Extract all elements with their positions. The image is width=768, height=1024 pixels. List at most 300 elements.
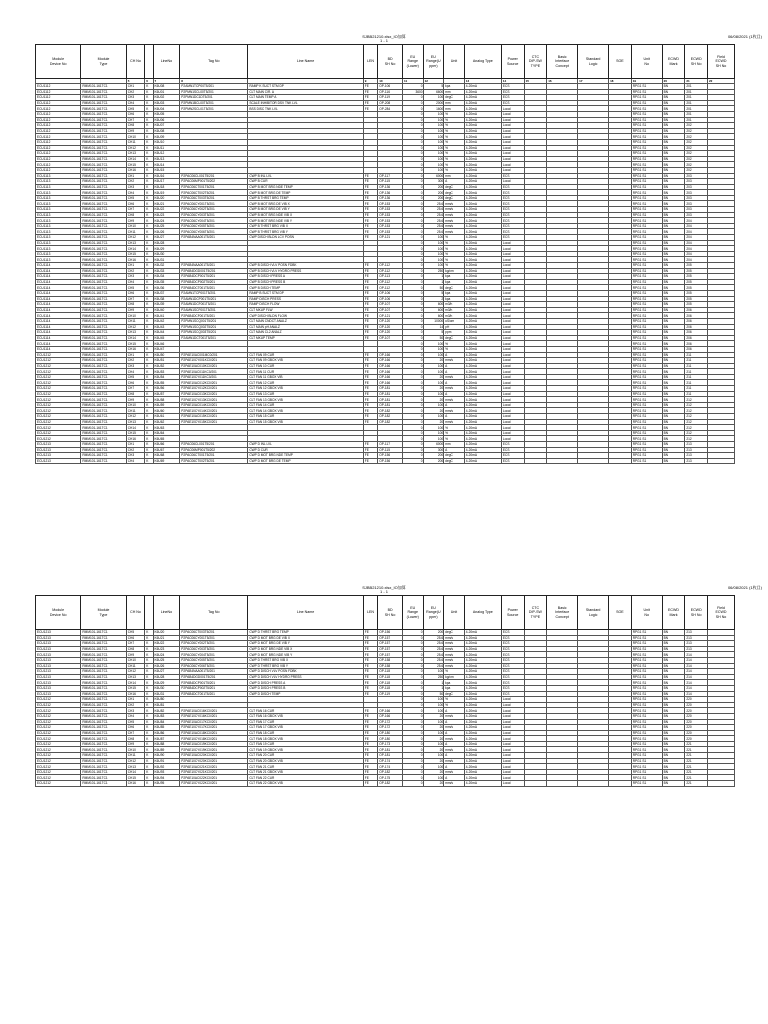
table-cell: RPG1 S1: [631, 669, 662, 675]
table-cell: CH11: [126, 139, 145, 145]
column-index: 22: [708, 79, 735, 84]
table-cell: %: [444, 702, 465, 708]
table-cell: BN: [662, 246, 685, 252]
table-cell: ECU1212: [36, 702, 81, 708]
table-cell: P2PAB4DGD001T5/201: [180, 268, 248, 274]
table-cell: K6U62: [153, 419, 180, 425]
table-cell: 100: [423, 240, 444, 246]
table-cell: RMM101-161TC1: [81, 436, 126, 442]
table-cell: RMM101-161TC1: [81, 641, 126, 647]
table-cell: OP-118: [378, 674, 403, 680]
table-cell: RPG1 S1: [631, 190, 662, 196]
table-cell: 202: [685, 123, 708, 129]
column-index: 7: [153, 79, 180, 84]
table-cell: BN: [662, 117, 685, 123]
table-cell: 0: [402, 123, 423, 129]
table-cell: K6U35: [153, 279, 180, 285]
table-cell: RPG1 S1: [631, 386, 662, 392]
table-cell: 200: [423, 190, 444, 196]
table-cell: K: [145, 335, 153, 341]
table-cell: BN: [662, 139, 685, 145]
table-cell: ECU1114: [36, 285, 81, 291]
table-cell: 4-20mA: [464, 369, 501, 375]
column-index: 9: [363, 79, 377, 84]
table-cell: BN: [662, 436, 685, 442]
table-cell: 206: [685, 318, 708, 324]
table-cell: CH5: [126, 630, 145, 636]
table-cell: A: [444, 775, 465, 781]
table-cell: BN: [662, 408, 685, 414]
table-cell: FE: [363, 313, 377, 319]
table-cell: 203: [685, 201, 708, 207]
table-cell: CH2: [126, 447, 145, 453]
table-cell: ECU1212: [36, 386, 81, 392]
table-cell: mm/s: [444, 713, 465, 719]
column-index: 16: [547, 79, 578, 84]
table-cell: CH8: [126, 212, 145, 218]
table-cell: 20: [423, 374, 444, 380]
table-cell: A: [444, 352, 465, 358]
table-cell: 212: [685, 408, 708, 414]
table-cell: ECS: [501, 663, 524, 669]
table-cell: RPG1 S1: [631, 279, 662, 285]
table-cell: ECS: [501, 235, 524, 241]
table-cell: kpa: [444, 84, 465, 90]
table-cell: K: [145, 719, 153, 725]
table-cell: 0: [402, 134, 423, 140]
column-header: Basic Interface Concept: [547, 596, 578, 630]
column-index: 15: [524, 79, 547, 84]
table-cell: RPG1 S1: [631, 318, 662, 324]
table-cell: OP-118: [378, 685, 403, 691]
table-cell: BN: [662, 346, 685, 352]
table-cell: 4-20mA: [464, 430, 501, 436]
table-cell: 214: [685, 685, 708, 691]
table-cell: ECU1114: [36, 330, 81, 336]
table-cell: OP-174: [378, 764, 403, 770]
table-cell: CH13: [126, 764, 145, 770]
table-cell: CLT FAN 13 GBOX VIB: [248, 397, 363, 403]
table-cell: 0: [402, 781, 423, 787]
table-cell: FE: [363, 95, 377, 101]
table-cell: K6U05: [153, 111, 180, 117]
table-cell: pH: [444, 324, 465, 330]
table-cell: CH2: [126, 268, 145, 274]
table-cell: K: [145, 296, 153, 302]
table-cell: 211: [685, 352, 708, 358]
table-cell: 20: [423, 725, 444, 731]
table-cell: ECS: [501, 635, 524, 641]
table-cell: FE: [363, 386, 377, 392]
table-cell: K: [145, 635, 153, 641]
table-cell: OP-117: [378, 173, 403, 179]
table-cell: 0: [402, 442, 423, 448]
table-cell: FE: [363, 290, 377, 296]
table-cell: 100: [423, 669, 444, 675]
table-cell: K6U53: [153, 369, 180, 375]
table-cell: ECS: [501, 229, 524, 235]
table-cell: BN: [662, 713, 685, 719]
table-cell: RAMP K SUCT STM DP: [248, 84, 363, 90]
table-cell: 5: [423, 330, 444, 336]
table-cell: CH7: [126, 641, 145, 647]
table-cell: RPG1 S1: [631, 324, 662, 330]
table-cell: P2PAC06CY006T5/201: [180, 229, 248, 235]
table-cell: Local: [501, 263, 524, 269]
table-cell: 100: [423, 741, 444, 747]
table-cell: CWP B THRST BRG TEMP: [248, 195, 363, 201]
table-cell: P2PAE10CY013KC0/201: [180, 397, 248, 403]
table-cell: CH5: [126, 285, 145, 291]
table-cell: ECU1114: [36, 318, 81, 324]
column-header: Analog Type: [464, 596, 501, 630]
table-cell: BN: [662, 641, 685, 647]
table-cell: ECU1113: [36, 173, 81, 179]
table-cell: K: [145, 352, 153, 358]
table-cell: 212: [685, 436, 708, 442]
table-cell: 4-20mA: [464, 240, 501, 246]
table-cell: RMM101-161TC1: [81, 279, 126, 285]
table-cell: OP-136: [378, 195, 403, 201]
table-cell: CH13: [126, 330, 145, 336]
table-cell: K: [145, 179, 153, 185]
table-cell: RPG1 S1: [631, 285, 662, 291]
table-cell: 200: [423, 453, 444, 459]
table-cell: BN: [662, 719, 685, 725]
table-cell: BN: [662, 447, 685, 453]
table-cell: OP-121: [378, 313, 403, 319]
table-cell: 4-20mA: [464, 251, 501, 257]
table-cell: CLT FAN 16 GBOX VIB: [248, 713, 363, 719]
table-cell: ECU1212: [36, 425, 81, 431]
table-cell: OP-113: [378, 274, 403, 280]
table-cell: OP-119: [378, 95, 403, 101]
table-cell: ECU1112: [36, 89, 81, 95]
table-cell: CWP D MOT BRG NDE TEMP: [248, 453, 363, 459]
table-cell: K: [145, 95, 153, 101]
table-cell: 0: [402, 111, 423, 117]
table-cell: RPG1 S1: [631, 641, 662, 647]
table-cell: RMM101-161TC1: [81, 652, 126, 658]
table-cell: 0: [402, 391, 423, 397]
table-cell: 205: [685, 274, 708, 280]
table-cell: Local: [501, 363, 524, 369]
table-cell: CWP D DISCH TEMP: [248, 691, 363, 697]
table-cell: Local: [501, 781, 524, 787]
table-cell: 0: [402, 397, 423, 403]
table-cell: K6U82: [153, 708, 180, 714]
table-cell: CWP D THRST BRG VIB X: [248, 657, 363, 663]
table-cell: 5: [423, 290, 444, 296]
table-cell: K6U24: [153, 652, 180, 658]
table-cell: CH8: [126, 391, 145, 397]
table-cell: P2PAE10AC019KC0/201: [180, 741, 248, 747]
table-cell: 0: [402, 436, 423, 442]
table-cell: 4-20mA: [464, 425, 501, 431]
table-cell: ECS: [501, 641, 524, 647]
table-cell: 4-20mA: [464, 330, 501, 336]
table-cell: RMM101-161TC1: [81, 758, 126, 764]
table-cell: OP-166: [378, 352, 403, 358]
table-cell: RMM101-161TC1: [81, 708, 126, 714]
table-cell: 0: [402, 156, 423, 162]
column-header: BD SH No: [378, 596, 403, 630]
table-cell: 221: [685, 775, 708, 781]
table-cell: K: [145, 453, 153, 459]
table-cell: RPG1 S1: [631, 145, 662, 151]
table-cell: CH4: [126, 100, 145, 106]
table-cell: CLT FAN 20 CUR: [248, 753, 363, 759]
table-cell: OP-107: [378, 307, 403, 313]
table-cell: Local: [501, 397, 524, 403]
table-cell: ECU1213: [36, 641, 81, 647]
table-cell: FE: [363, 318, 377, 324]
table-cell: OP-181: [378, 397, 403, 403]
table-cell: 100: [423, 95, 444, 101]
table-cell: FE: [363, 397, 377, 403]
table-cell: ECS: [501, 669, 524, 675]
table-cell: CWP B MOT BRG DE VIB X: [248, 201, 363, 207]
table-cell: 4-20mA: [464, 708, 501, 714]
table-cell: kg/cm: [444, 268, 465, 274]
table-cell: OP-284: [378, 106, 403, 112]
table-cell: P2PAE10AC020KC0/201: [180, 753, 248, 759]
table-cell: ECU1113: [36, 184, 81, 190]
table-cell: RMM101-161TC1: [81, 240, 126, 246]
column-header: Power Source: [501, 45, 524, 79]
table-cell: ECU1212: [36, 374, 81, 380]
table-cell: 0: [402, 296, 423, 302]
table-cell: CLT FAN 12 GBOX VIB: [248, 386, 363, 392]
table-cell: 202: [685, 134, 708, 140]
table-cell: ECU1113: [36, 235, 81, 241]
table-cell: degC: [444, 691, 465, 697]
table-cell: 4-20mA: [464, 730, 501, 736]
table-cell: K6U69: [153, 458, 180, 464]
column-header: Module Device No: [36, 596, 81, 630]
table-cell: 25.6: [423, 218, 444, 224]
table-cell: A: [444, 391, 465, 397]
table-cell: RPG1 S1: [631, 223, 662, 229]
table-cell: RPG1 S1: [631, 764, 662, 770]
table-cell: CWP D DISCH PRESS B: [248, 685, 363, 691]
table-cell: 100: [423, 414, 444, 420]
table-cell: CH7: [126, 117, 145, 123]
table-cell: CH6: [126, 725, 145, 731]
table-cell: CLT FAN 14 GBOX VIB: [248, 408, 363, 414]
table-cell: K6U65: [153, 436, 180, 442]
table-cell: FE: [363, 279, 377, 285]
table-cell: 0: [402, 775, 423, 781]
table-cell: K: [145, 430, 153, 436]
table-cell: 0: [402, 324, 423, 330]
table-cell: 4-20mA: [464, 691, 501, 697]
table-cell: K6U31: [153, 257, 180, 263]
table-cell: FE: [363, 391, 377, 397]
table-cell: K: [145, 190, 153, 196]
table-cell: OP-166: [378, 369, 403, 375]
table-cell: 4-20mA: [464, 346, 501, 352]
table-cell: K6U94: [153, 775, 180, 781]
table-cell: 25.6: [423, 201, 444, 207]
table-cell: K: [145, 235, 153, 241]
table-cell: CH1: [126, 697, 145, 703]
table-cell: mm: [444, 442, 465, 448]
table-cell: 100: [423, 436, 444, 442]
table-cell: RMM101-161TC1: [81, 725, 126, 731]
table-cell: 0: [402, 663, 423, 669]
table-cell: 204: [685, 246, 708, 252]
table-cell: ECS: [501, 212, 524, 218]
table-cell: 203: [685, 207, 708, 213]
table-cell: CWP D DISCH PRESS A: [248, 680, 363, 686]
table-cell: 50: [423, 285, 444, 291]
table-cell: ECU1212: [36, 719, 81, 725]
table-cell: P2PAE10CY016KC0/201: [180, 713, 248, 719]
table-cell: RPG1 S1: [631, 352, 662, 358]
table-cell: RPG1 S1: [631, 296, 662, 302]
table-cell: K: [145, 652, 153, 658]
table-cell: FE: [363, 447, 377, 453]
table-cell: RPG1 S1: [631, 719, 662, 725]
table-cell: OP-172: [378, 719, 403, 725]
table-cell: 4-20mA: [464, 419, 501, 425]
table-cell: BN: [662, 458, 685, 464]
table-cell: K: [145, 246, 153, 252]
column-header: Unit No: [631, 45, 662, 79]
table-cell: [524, 781, 547, 787]
table-cell: K6U34: [153, 274, 180, 280]
table-cell: RPG1 S1: [631, 458, 662, 464]
table-cell: K: [145, 151, 153, 157]
table-cell: BN: [662, 764, 685, 770]
table-cell: CH8: [126, 646, 145, 652]
table-cell: 206: [685, 307, 708, 313]
table-cell: K6U84: [153, 719, 180, 725]
table-cell: P2PAC06CT002T5/201: [180, 458, 248, 464]
table-cell: RMM101-161TC1: [81, 741, 126, 747]
table-cell: P2PAB4DGD001T5/201: [180, 674, 248, 680]
sheet-page-2: [0, 505, 768, 1024]
table-cell: 4-20mA: [464, 145, 501, 151]
table-cell: 4-20mA: [464, 313, 501, 319]
table-cell: 0: [402, 218, 423, 224]
table-cell: 211: [685, 369, 708, 375]
table-cell: CH15: [126, 430, 145, 436]
table-cell: 0: [402, 646, 423, 652]
table-cell: ECS: [501, 442, 524, 448]
table-cell: RPG1 S1: [631, 408, 662, 414]
table-cell: kpa: [444, 685, 465, 691]
table-cell: ECU1212: [36, 430, 81, 436]
table-cell: RPG1 S1: [631, 84, 662, 90]
table-cell: ECU1213: [36, 630, 81, 636]
table-cell: K6U28: [153, 674, 180, 680]
table-cell: RPG1 S1: [631, 702, 662, 708]
table-cell: RPG1 S1: [631, 741, 662, 747]
table-cell: RMM101-161TC1: [81, 307, 126, 313]
table-cell: kpa: [444, 279, 465, 285]
table-cell: K6U23: [153, 646, 180, 652]
table-cell: RPG1 S1: [631, 769, 662, 775]
table-cell: CLT FAN 18 GBOX VIB: [248, 736, 363, 742]
table-cell: OP-153: [378, 223, 403, 229]
table-cell: FE: [363, 691, 377, 697]
table-cell: m3/h: [444, 307, 465, 313]
table-cell: 213: [685, 447, 708, 453]
table-cell: K: [145, 212, 153, 218]
table-cell: 250: [423, 268, 444, 274]
table-cell: 201: [685, 89, 708, 95]
table-cell: ECU1113: [36, 229, 81, 235]
table-cell: 0: [402, 641, 423, 647]
table-cell: FE: [363, 268, 377, 274]
table-cell: BN: [662, 402, 685, 408]
table-cell: BN: [662, 201, 685, 207]
table-cell: RMM101-161TC1: [81, 747, 126, 753]
table-cell: OP-181: [378, 402, 403, 408]
table-cell: P2PAE10CY001KC0/201: [180, 358, 248, 364]
table-cell: ECS: [501, 195, 524, 201]
table-cell: RPG1 S1: [631, 162, 662, 168]
table-cell: ECU1113: [36, 240, 81, 246]
table-cell: P2PAC06CY006T5/201: [180, 663, 248, 669]
table-cell: ECU1114: [36, 263, 81, 269]
table-cell: K: [145, 84, 153, 90]
table-cell: P2PAB4DCP002T5/201: [180, 685, 248, 691]
table-cell: 202: [685, 156, 708, 162]
table-cell: Local: [501, 151, 524, 157]
table-cell: P2PAB4NAA001T5/201: [180, 669, 248, 675]
table-cell: K: [145, 240, 153, 246]
table-cell: ppm: [444, 330, 465, 336]
table-cell: RPG1 S1: [631, 713, 662, 719]
table-cell: 4-20mA: [464, 257, 501, 263]
table-cell: K6U86: [153, 730, 180, 736]
table-cell: 200: [423, 458, 444, 464]
table-cell: BN: [662, 425, 685, 431]
table-cell: ECU1114: [36, 290, 81, 296]
table-cell: ECU1213: [36, 669, 81, 675]
table-cell: 4-20mA: [464, 95, 501, 101]
table-cell: 0: [402, 318, 423, 324]
table-cell: K: [145, 369, 153, 375]
table-cell: RMM101-161TC1: [81, 414, 126, 420]
table-cell: RMM101-161TC1: [81, 402, 126, 408]
table-cell: 212: [685, 430, 708, 436]
column-header: Basic Interface Concept: [547, 45, 578, 79]
table-cell: CH15: [126, 251, 145, 257]
table-cell: OP-136: [378, 190, 403, 196]
table-cell: RMM101-161TC1: [81, 380, 126, 386]
table-cell: K: [145, 363, 153, 369]
table-cell: K: [145, 741, 153, 747]
table-cell: FE: [363, 646, 377, 652]
column-header: SOE: [609, 596, 632, 630]
table-cell: ECU1114: [36, 274, 81, 280]
table-cell: ECU1113: [36, 195, 81, 201]
table-cell: mm/s: [444, 408, 465, 414]
table-cell: K: [145, 380, 153, 386]
table-cell: Local: [501, 436, 524, 442]
table-cell: RPG1 S1: [631, 151, 662, 157]
table-cell: RMM101-161TC1: [81, 179, 126, 185]
table-cell: OP-120: [378, 318, 403, 324]
table-cell: P2PAC06CT001T5/201: [180, 184, 248, 190]
table-cell: mm/s: [444, 725, 465, 731]
table-cell: RPG1 S1: [631, 111, 662, 117]
table-cell: 100: [423, 775, 444, 781]
